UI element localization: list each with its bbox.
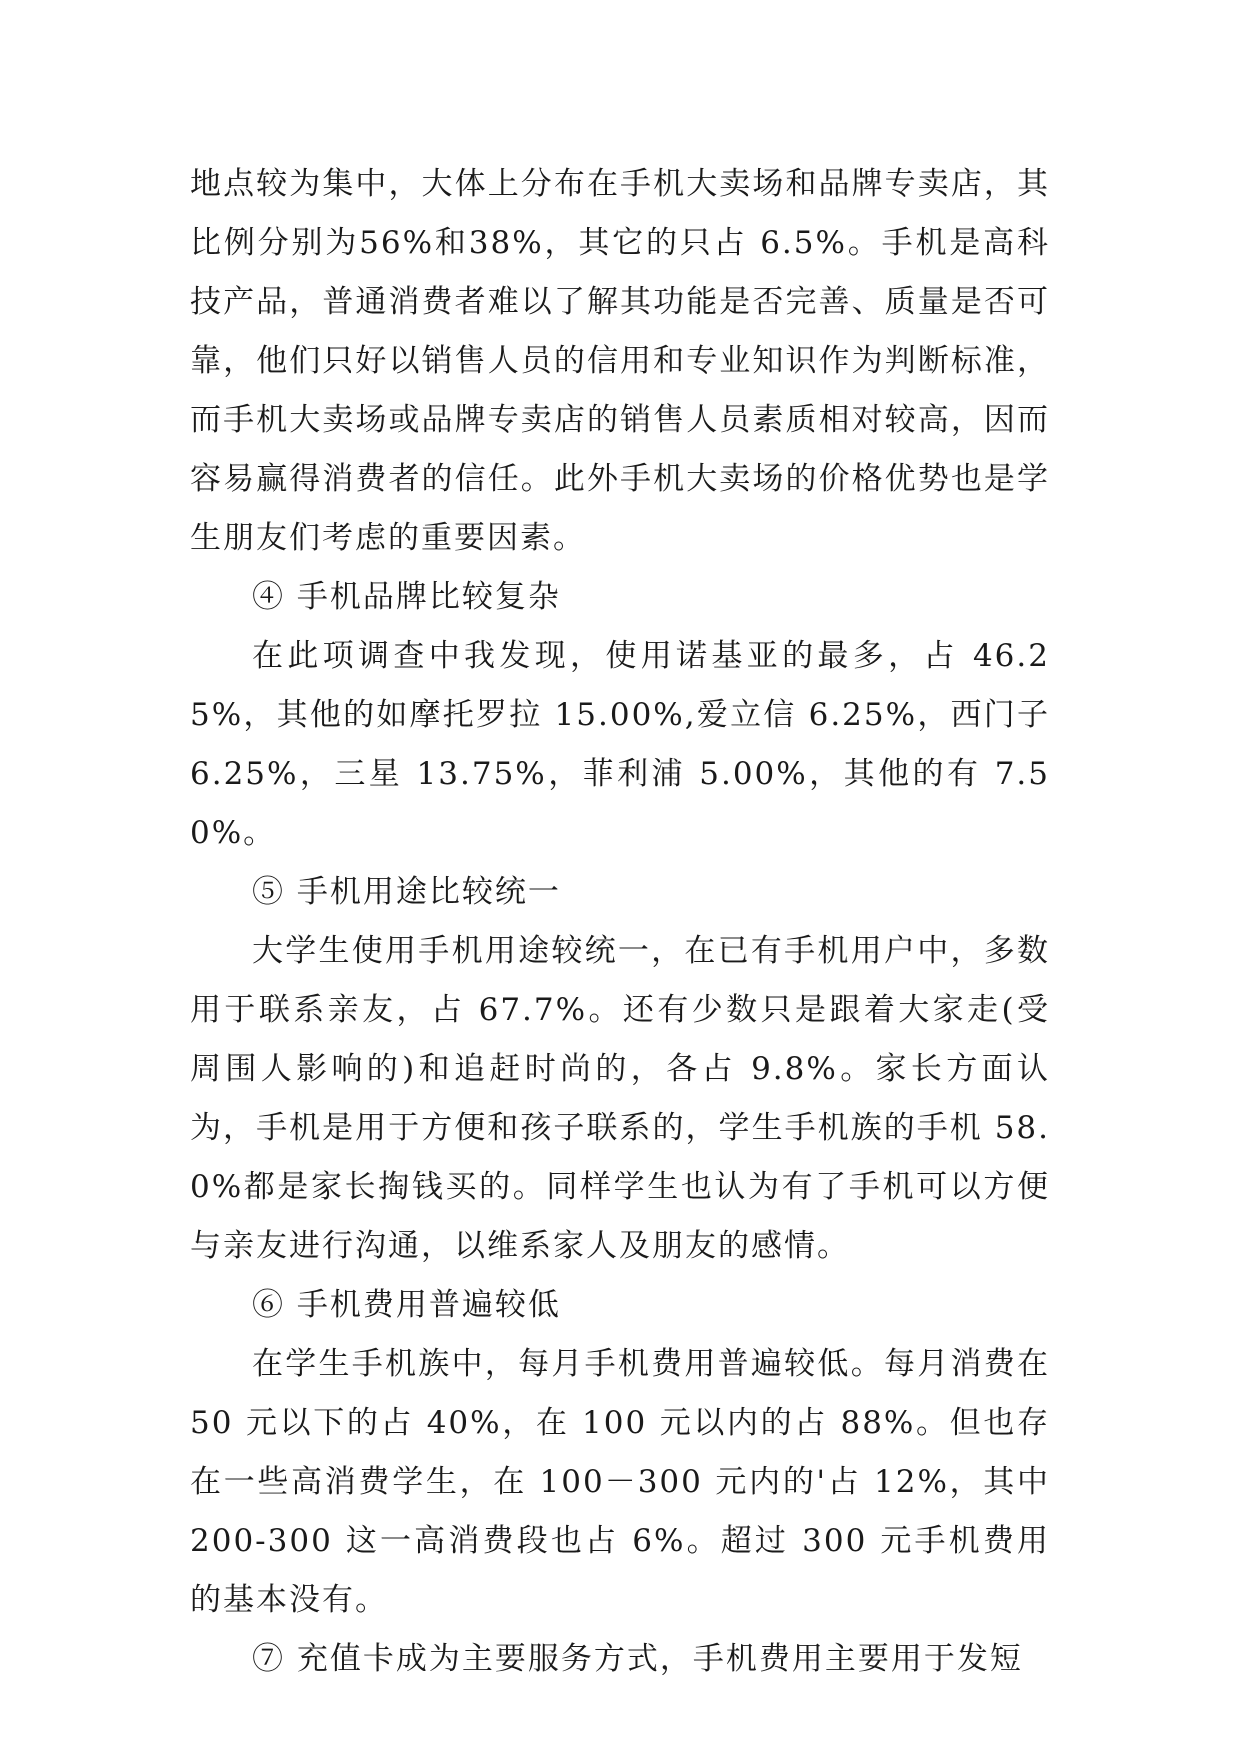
- paragraph-usage-details: 大学生使用手机用途较统一，在已有手机用户中，多数用于联系亲友，占 67.7%。还有少数只是跟着大家走(受周围人影响的)和追赶时尚的，各占 9.8%。家长方面认为，手机是用于方便和孩子联系的，学生手机族的手机 58.0%都是家长掏钱买的。同样学生也认为有了手机可以方便与亲友进行沟通，以维系家人及朋友的感情。: [190, 933, 1050, 1264]
- heading-usage-uniform: ⑤ 手机用途比较统一: [252, 874, 561, 910]
- heading-cost-low: ⑥ 手机费用普遍较低: [252, 1287, 561, 1323]
- document-body: [190, 155, 1050, 1689]
- heading-brand-complexity: ④ 手机品牌比较复杂: [252, 579, 561, 615]
- paragraph-monthly-cost: 在学生手机族中，每月手机费用普遍较低。每月消费在 50 元以下的占 40%，在 100 元以内的占 88%。但也存在一些高消费学生，在 100－300 元内的'占 12%，其中 200-300 这一高消费段也占 6%。超过 300 元手机费用的基本没有。: [190, 1346, 1050, 1618]
- paragraph-brand-share: 在此项调查中我发现，使用诺基亚的最多，占 46.25%，其他的如摩托罗拉 15.00%,爱立信 6.25%，西门子 6.25%，三星 13.75%，菲利浦 5.00%，其他的有 7.50%。: [190, 638, 1050, 851]
- heading-prepaid-card: ⑦ 充值卡成为主要服务方式，手机费用主要用于发短: [252, 1641, 1023, 1677]
- paragraph-store-location: 地点较为集中，大体上分布在手机大卖场和品牌专卖店，其比例分别为56%和38%，其它的只占 6.5%。手机是高科技产品，普通消费者难以了解其功能是否完善、质量是否可靠，他们只好以销售人员的信用和专业知识作为判断标准，而手机大卖场或品牌专卖店的销售人员素质相对较高，因而容易赢得消费者的信任。此外手机大卖场的价格优势也是学生朋友们考虑的重要因素。: [190, 166, 1050, 556]
